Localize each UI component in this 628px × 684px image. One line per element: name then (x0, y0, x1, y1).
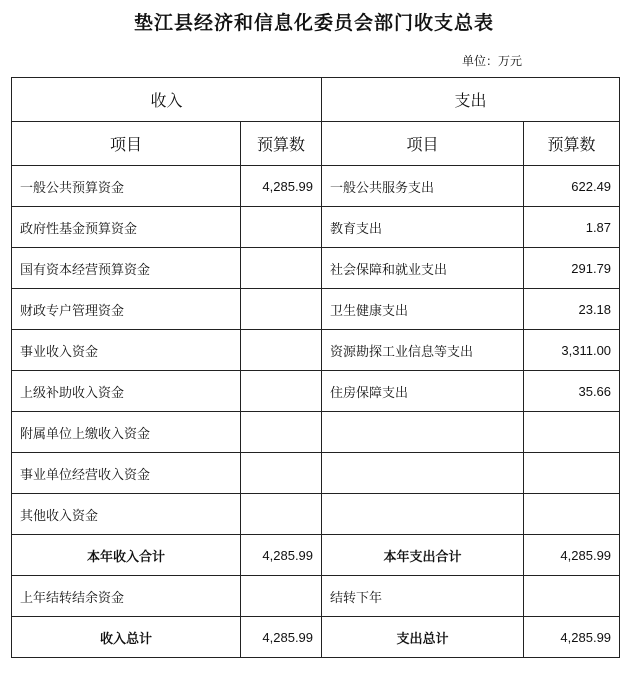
income-item-cell: 上级补助收入资金 (12, 371, 241, 412)
expense-item-cell: 卫生健康支出 (322, 289, 524, 330)
table-row (12, 289, 620, 330)
expense-item-cell (322, 453, 524, 494)
income-item-cell: 政府性基金预算资金 (12, 207, 241, 248)
column-header-row (12, 122, 620, 166)
income-item-cell: 上年结转结余资金 (12, 576, 241, 617)
table-row (12, 330, 620, 371)
income-item-cell: 收入总计 (12, 617, 241, 658)
expense-item-cell: 支出总计 (322, 617, 524, 658)
budget-table (11, 77, 620, 658)
income-budget-header: 预算数 (241, 122, 322, 166)
income-item-cell: 其他收入资金 (12, 494, 241, 535)
income-value-cell: 4,285.99 (241, 166, 322, 207)
income-item-header: 项目 (12, 122, 241, 166)
expense-value-cell: 23.18 (524, 289, 620, 330)
income-value-cell (241, 207, 322, 248)
expense-value-cell (524, 494, 620, 535)
income-value-cell (241, 371, 322, 412)
expense-value-cell (524, 576, 620, 617)
expense-budget-header: 预算数 (524, 122, 620, 166)
table-row (12, 494, 620, 535)
income-value-cell (241, 248, 322, 289)
expense-item-cell: 本年支出合计 (322, 535, 524, 576)
unit-label: 单位：万元 (462, 54, 523, 68)
income-item-cell: 本年收入合计 (12, 535, 241, 576)
table-row (12, 248, 620, 289)
expense-item-cell: 教育支出 (322, 207, 524, 248)
budget-table-body (12, 78, 620, 658)
expense-header: 支出 (322, 78, 620, 122)
expense-item-cell (322, 494, 524, 535)
section-header-row (12, 78, 620, 122)
income-item-cell: 附属单位上缴收入资金 (12, 412, 241, 453)
expense-item-cell: 社会保障和就业支出 (322, 248, 524, 289)
table-row (12, 535, 620, 576)
expense-item-cell (322, 412, 524, 453)
income-item-cell: 事业单位经营收入资金 (12, 453, 241, 494)
expense-value-cell: 4,285.99 (524, 617, 620, 658)
expense-item-cell: 住房保障支出 (322, 371, 524, 412)
expense-item-header: 项目 (322, 122, 524, 166)
table-row (12, 576, 620, 617)
income-value-cell: 4,285.99 (241, 617, 322, 658)
table-row (12, 453, 620, 494)
expense-value-cell: 1.87 (524, 207, 620, 248)
income-item-cell: 国有资本经营预算资金 (12, 248, 241, 289)
income-value-cell (241, 576, 322, 617)
page-title: 垫江县经济和信息化委员会部门收支总表 (133, 12, 494, 34)
table-row (12, 166, 620, 207)
table-row (12, 412, 620, 453)
expense-item-cell: 资源勘探工业信息等支出 (322, 330, 524, 371)
income-header: 收入 (12, 78, 322, 122)
table-row (12, 207, 620, 248)
income-value-cell: 4,285.99 (241, 535, 322, 576)
income-value-cell (241, 453, 322, 494)
expense-value-cell: 622.49 (524, 166, 620, 207)
income-value-cell (241, 412, 322, 453)
expense-value-cell: 3,311.00 (524, 330, 620, 371)
expense-item-cell: 一般公共服务支出 (322, 166, 524, 207)
table-row (12, 617, 620, 658)
expense-value-cell: 4,285.99 (524, 535, 620, 576)
income-item-cell: 事业收入资金 (12, 330, 241, 371)
expense-value-cell (524, 453, 620, 494)
income-value-cell (241, 494, 322, 535)
expense-value-cell: 35.66 (524, 371, 620, 412)
expense-value-cell (524, 412, 620, 453)
income-value-cell (241, 289, 322, 330)
expense-item-cell: 结转下年 (322, 576, 524, 617)
income-item-cell: 一般公共预算资金 (12, 166, 241, 207)
income-item-cell: 财政专户管理资金 (12, 289, 241, 330)
table-row (12, 371, 620, 412)
expense-value-cell: 291.79 (524, 248, 620, 289)
income-value-cell (241, 330, 322, 371)
